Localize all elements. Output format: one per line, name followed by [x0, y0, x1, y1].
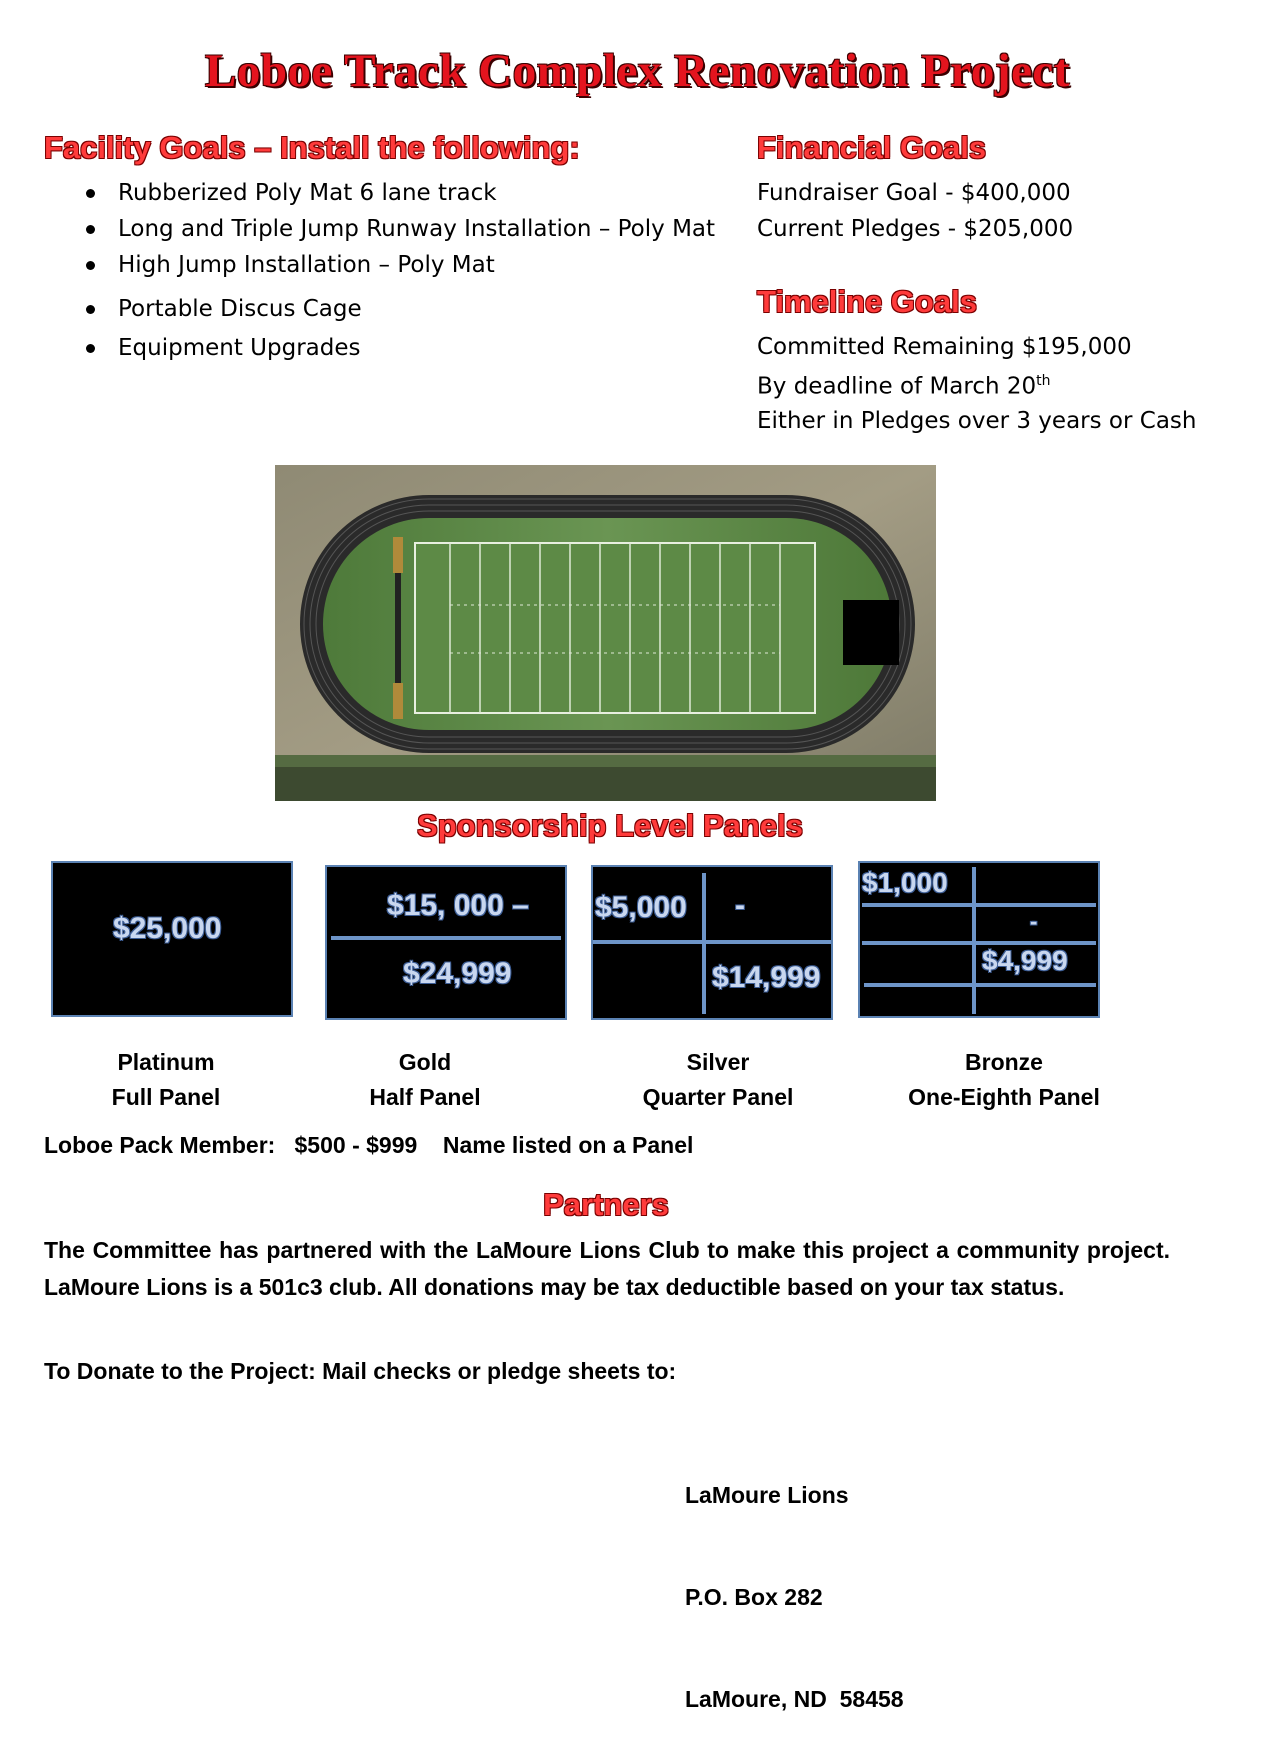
- financial-goals-text: [757, 175, 1073, 247]
- financial-goals-heading: Financial Goals: [757, 130, 987, 165]
- panel-divider: [862, 903, 1096, 907]
- donate-instructions: To Donate to the Project: Mail checks or pledge sheets to:: [44, 1358, 677, 1384]
- current-pledges: Current Pledges - $205,000: [757, 216, 1074, 242]
- gold-amount-min: $15, 000 –: [387, 889, 529, 922]
- platinum-amount: $25,000: [113, 912, 222, 945]
- timeline-goals-text: [757, 330, 1196, 438]
- panel-divider: [331, 936, 561, 940]
- bronze-label: Bronze One-Eighth Panel: [908, 1049, 1100, 1110]
- pack-member-line: Loboe Pack Member: $500 - $999 Name listed on a Panel: [44, 1132, 694, 1158]
- platinum-label: Platinum Full Panel: [111, 1049, 221, 1110]
- timeline-goals-heading: Timeline Goals: [757, 284, 977, 319]
- list-item: Long and Triple Jump Runway Installation – Poly Mat: [44, 211, 744, 247]
- partners-paragraph: The Committee has partnered with the LaMoure Lions Club to make this project a community project. LaMoure Lions is a 501c3 club. All donations may be tax deductible based on your tax status.: [44, 1237, 1170, 1300]
- deadline: By deadline of March 20th: [757, 373, 1051, 400]
- list-item: Rubberized Poly Mat 6 lane track: [44, 175, 744, 211]
- payment-options: Either in Pledges over 3 years or Cash: [757, 407, 1197, 434]
- gold-panel: [325, 865, 567, 1020]
- silver-amount-min: $5,000: [595, 891, 687, 924]
- panel-divider: [593, 940, 831, 944]
- aerial-track-photo: [275, 465, 936, 801]
- gold-amount-max: $24,999: [403, 957, 512, 990]
- silver-label: Silver Quarter Panel: [642, 1049, 794, 1110]
- sponsorship-heading: Sponsorship Level Panels: [417, 808, 803, 843]
- bronze-amount-max: $4,999: [982, 945, 1068, 976]
- gold-label: Gold Half Panel: [369, 1049, 481, 1110]
- fundraiser-goal: Fundraiser Goal - $400,000: [757, 180, 1071, 206]
- silver-amount-max: $14,999: [712, 961, 821, 994]
- page-title: Loboe Track Complex Renovation Project: [205, 45, 1070, 97]
- panel-divider: [972, 867, 976, 1014]
- bronze-dash: -: [1030, 909, 1038, 934]
- facility-goals-list: [44, 175, 744, 366]
- facility-goals-heading: Facility Goals – Install the following:: [44, 130, 580, 165]
- list-item: High Jump Installation – Poly Mat: [44, 247, 744, 283]
- panel-divider: [864, 983, 1096, 987]
- list-item: Equipment Upgrades: [44, 330, 744, 366]
- list-item: Portable Discus Cage: [44, 291, 744, 327]
- silver-dash: -: [735, 889, 745, 922]
- mailing-address: LaMoure Lions P.O. Box 282 LaMoure, ND 58458: [685, 1482, 904, 1712]
- platinum-panel: [51, 861, 293, 1017]
- committed-remaining: Committed Remaining $195,000: [757, 334, 1132, 360]
- panel-divider: [702, 873, 706, 1014]
- bronze-panel: [858, 861, 1100, 1018]
- bronze-amount-min: $1,000: [862, 867, 948, 898]
- partners-heading: Partners: [543, 1187, 669, 1222]
- silver-panel: [591, 865, 833, 1020]
